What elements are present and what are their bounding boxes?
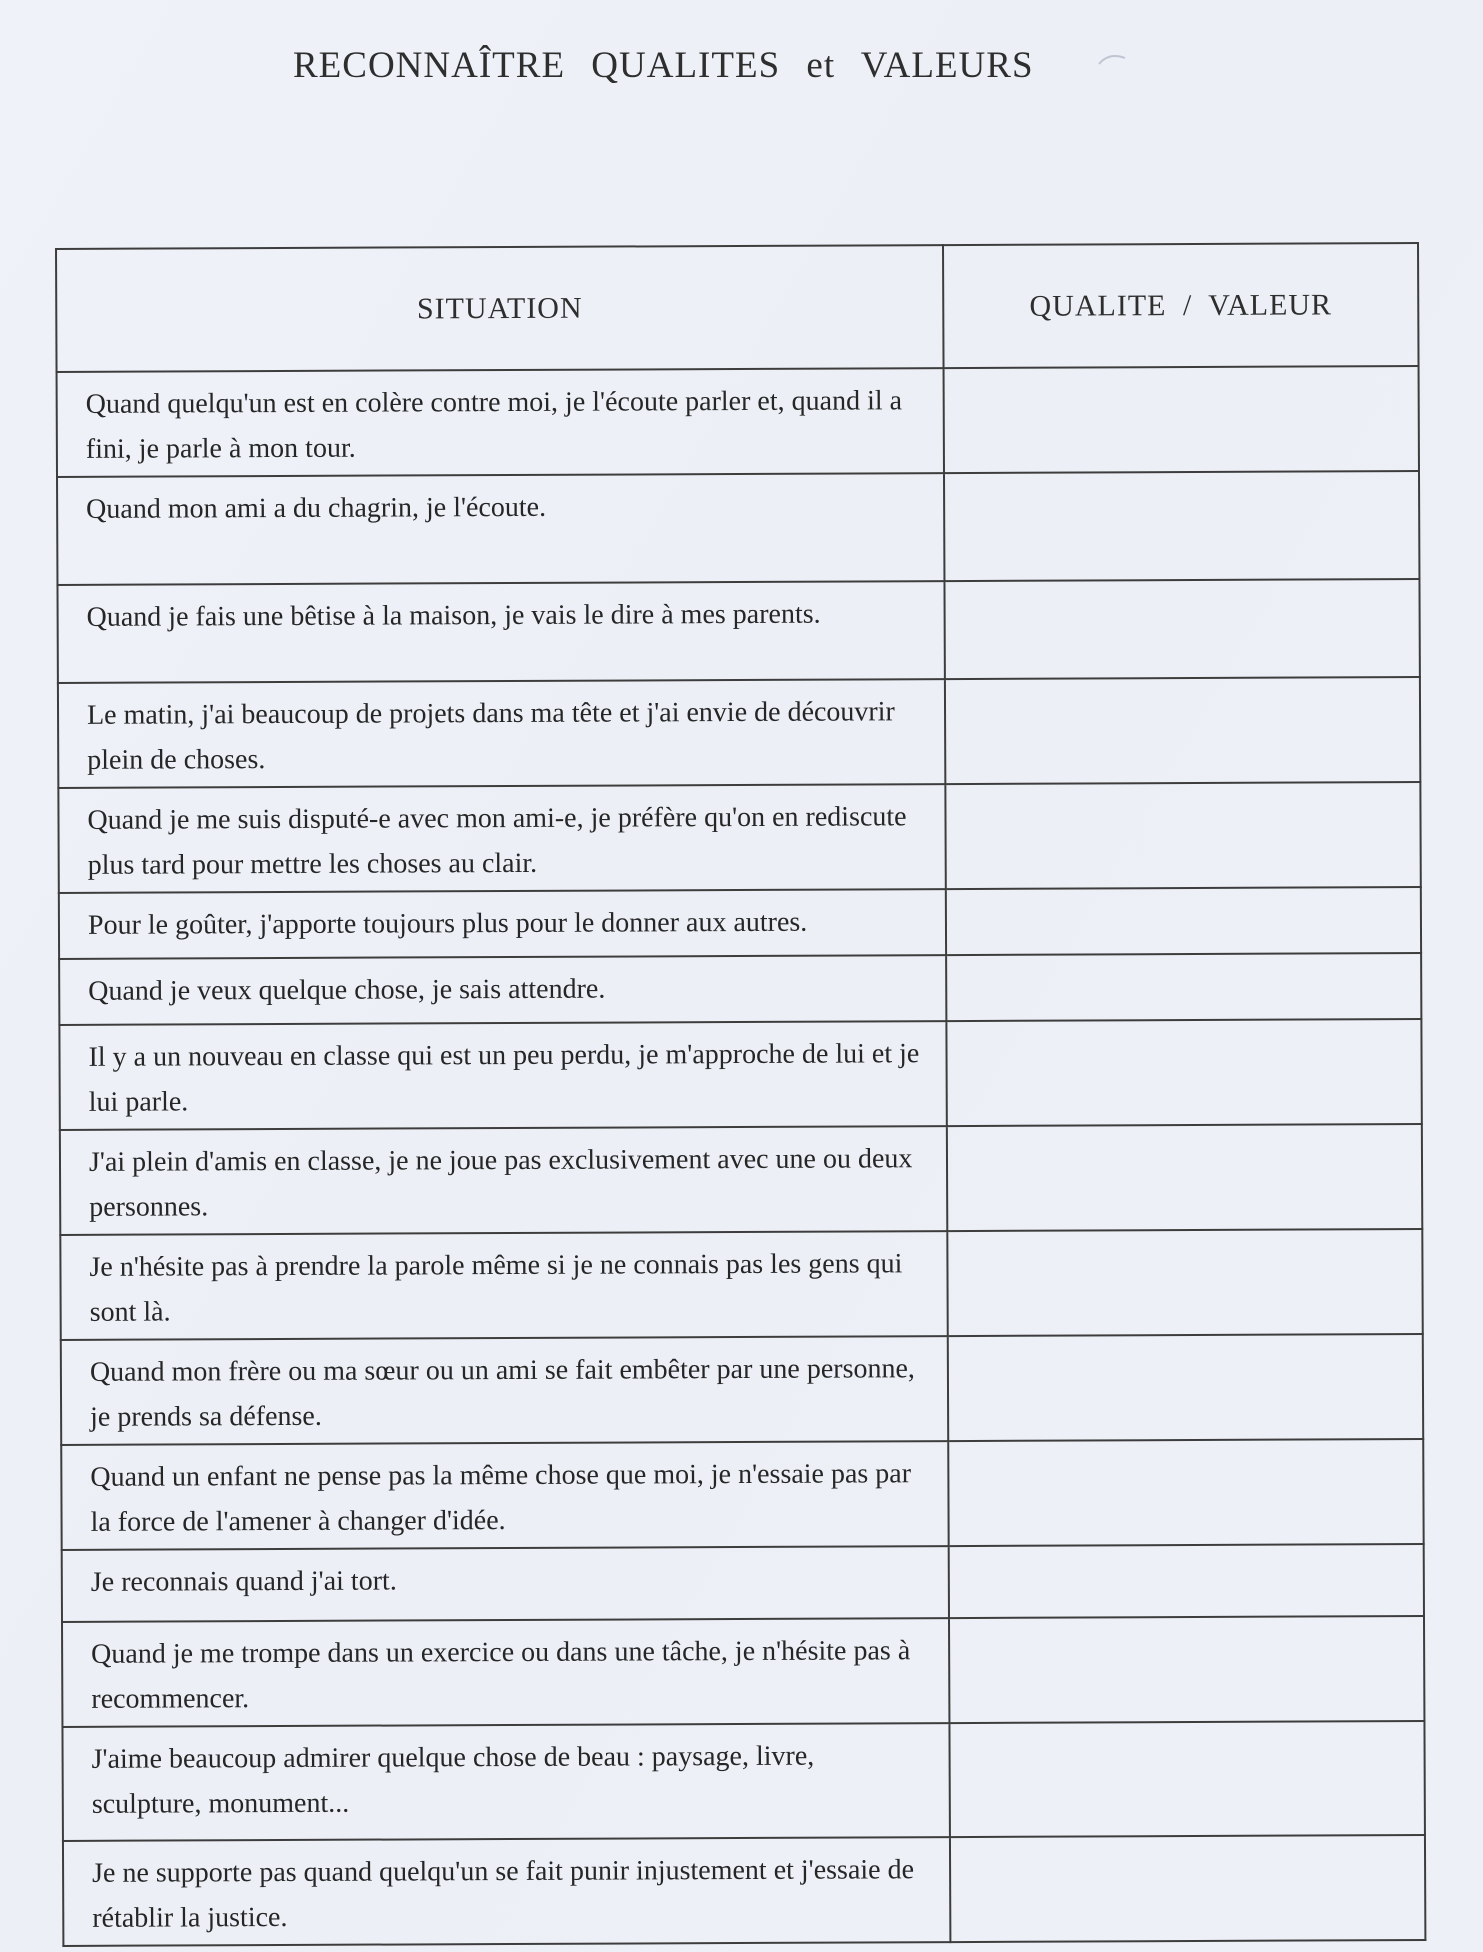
table-row <box>60 1229 1422 1340</box>
table-row <box>57 471 1419 585</box>
situation-cell: Pour le goûter, j'apporte toujours plus pour le donner aux autres. <box>59 889 946 959</box>
table-row <box>57 366 1419 477</box>
table-header-row <box>56 243 1419 372</box>
situation-cell: Quand mon frère ou ma sœur ou un ami se fait embêter par une personne, je prends sa défense. <box>61 1336 948 1445</box>
page-title: RECONNAÎTRE QUALITES et VALEURS <box>293 45 1034 86</box>
table-row <box>61 1439 1423 1550</box>
table-row <box>61 1334 1423 1445</box>
qualite-valeur-answer-cell <box>945 677 1420 784</box>
situation-cell: Quand mon ami a du chagrin, je l'écoute. <box>57 473 944 585</box>
situation-cell: Quand je veux quelque chose, je sais attendre. <box>59 955 946 1025</box>
table-row <box>59 1019 1421 1130</box>
qualite-valeur-answer-cell <box>944 579 1419 679</box>
table-row <box>62 1721 1424 1841</box>
qualite-valeur-answer-cell <box>947 1124 1422 1231</box>
qualite-valeur-answer-cell <box>948 1334 1423 1441</box>
scan-artifact-curve <box>1095 50 1135 74</box>
qualite-valeur-answer-cell <box>950 1835 1425 1942</box>
situation-cell: Quand je me suis disputé-e avec mon ami-e, je préfère qu'on en rediscute plus tard pour mettre les choses au clair. <box>58 784 945 893</box>
situation-cell: Quand je fais une bêtise à la maison, je vais le dire à mes parents. <box>57 581 944 683</box>
situation-cell: Quand un enfant ne pense pas la même chose que moi, je n'essaie pas par la force de l'amener à changer d'idée. <box>61 1441 948 1550</box>
table-row <box>59 887 1421 959</box>
qualite-valeur-answer-cell <box>949 1721 1424 1837</box>
situation-cell: Je n'hésite pas à prendre la parole même si je ne connais pas les gens qui sont là. <box>60 1231 947 1340</box>
qualite-valeur-answer-cell <box>949 1616 1424 1723</box>
table-row <box>60 1124 1422 1235</box>
situation-cell: Il y a un nouveau en classe qui est un peu perdu, je m'approche de lui et je lui parle. <box>59 1021 946 1130</box>
table-row <box>59 953 1421 1025</box>
situation-cell: Quand quelqu'un est en colère contre moi, je l'écoute parler et, quand il a fini, je parle à mon tour. <box>57 368 944 477</box>
qualities-values-table <box>55 242 1426 1947</box>
qualite-valeur-answer-cell <box>945 782 1420 889</box>
situation-cell: Je reconnais quand j'ai tort. <box>62 1546 949 1622</box>
qualite-valeur-answer-cell <box>949 1544 1424 1618</box>
situation-cell: Le matin, j'ai beaucoup de projets dans ma tête et j'ai envie de découvrir plein de choses. <box>58 679 945 788</box>
table-row <box>58 782 1420 893</box>
qualite-valeur-answer-cell <box>944 366 1419 473</box>
qualite-valeur-answer-cell <box>946 953 1421 1021</box>
table-row <box>58 677 1420 788</box>
table-row <box>57 579 1419 683</box>
qualite-valeur-answer-cell <box>948 1439 1423 1546</box>
table-row <box>63 1835 1425 1946</box>
situation-cell: J'aime beaucoup admirer quelque chose de beau : paysage, livre, sculpture, monument... <box>62 1723 949 1841</box>
column-header-situation: SITUATION <box>56 245 944 372</box>
qualite-valeur-answer-cell <box>946 887 1421 955</box>
worksheet-table-container <box>55 242 1424 1947</box>
situation-cell: J'ai plein d'amis en classe, je ne joue pas exclusivement avec une ou deux personnes. <box>60 1126 947 1235</box>
qualite-valeur-answer-cell <box>946 1019 1421 1126</box>
table-row <box>62 1616 1424 1727</box>
situation-cell: Quand je me trompe dans un exercice ou dans une tâche, je n'hésite pas à recommencer. <box>62 1618 949 1727</box>
situation-cell: Je ne supporte pas quand quelqu'un se fait punir injustement et j'essaie de rétablir la justice. <box>63 1837 950 1946</box>
table-row <box>62 1544 1424 1622</box>
qualite-valeur-answer-cell <box>944 471 1419 581</box>
qualite-valeur-answer-cell <box>947 1229 1422 1336</box>
column-header-qualite-valeur: QUALITE / VALEUR <box>943 243 1419 368</box>
